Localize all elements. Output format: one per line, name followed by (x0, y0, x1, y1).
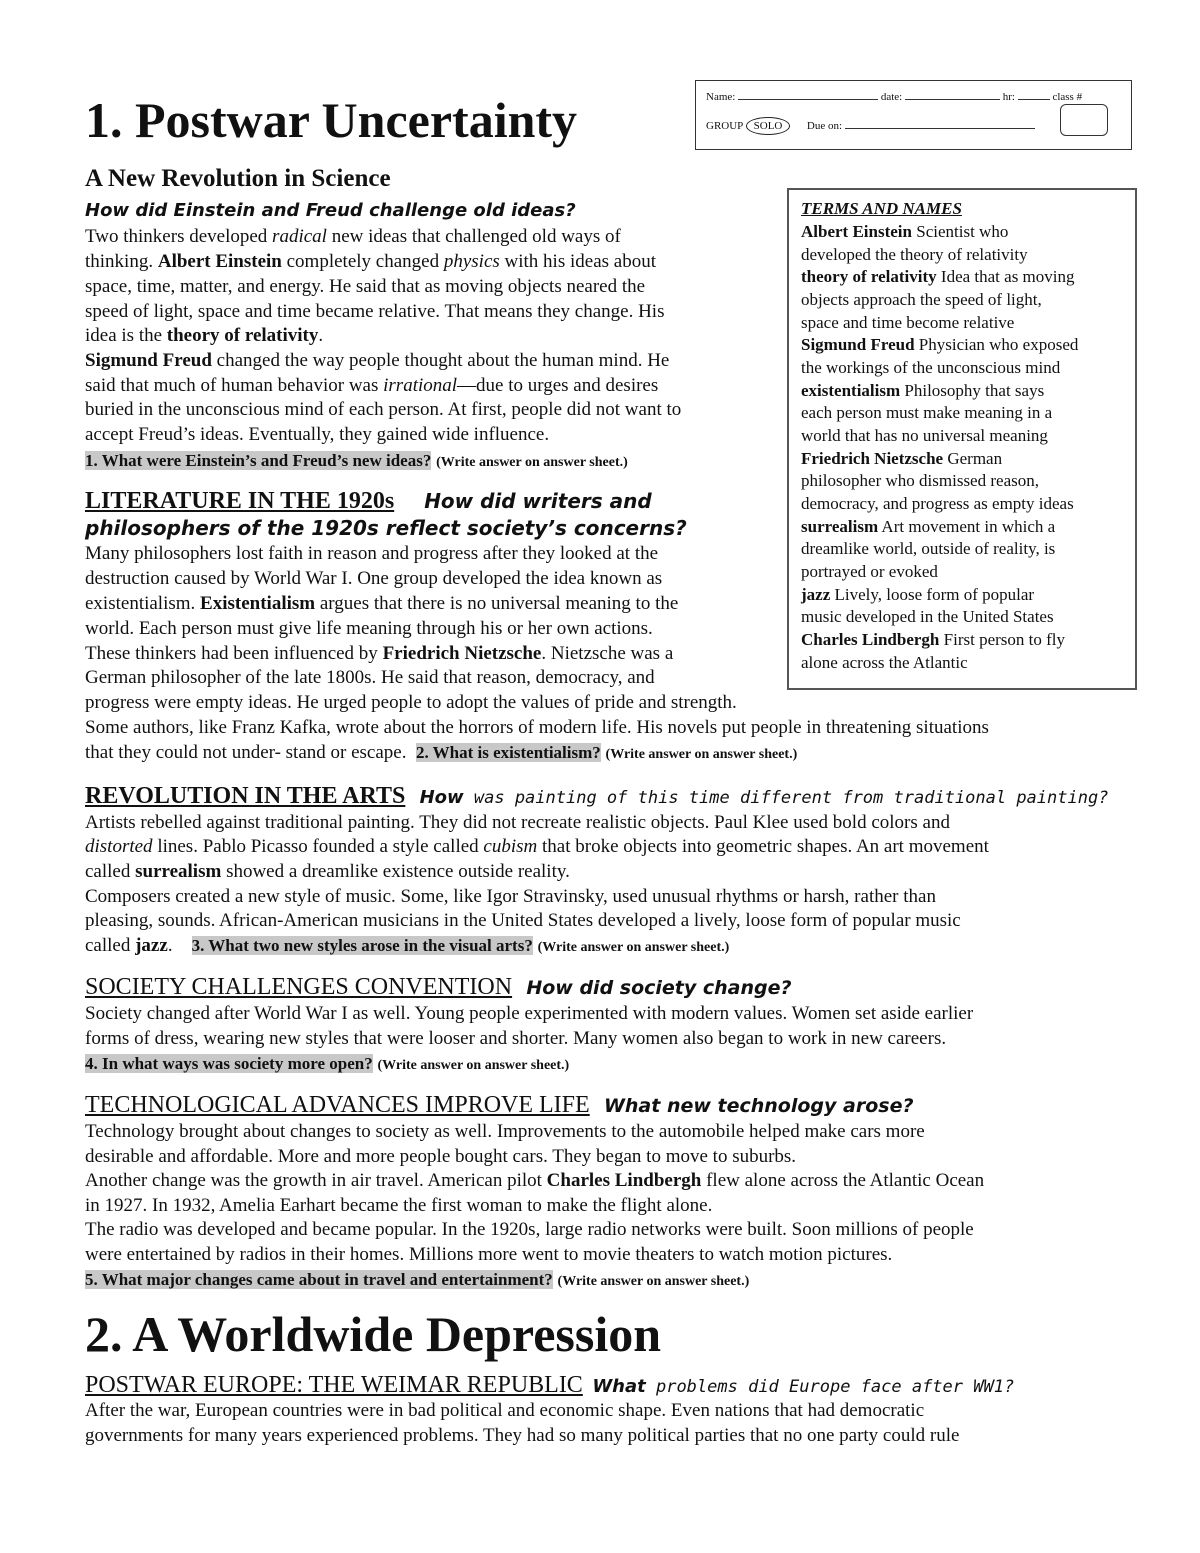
question-4: 4. In what ways was society more open? (Write answer on answer sheet.) (85, 1054, 570, 1073)
terms-and-names-box (787, 188, 1137, 690)
class-label: class # (1052, 91, 1083, 103)
arts-line: called surrealism showed a dreamlike existence outside reality. (85, 861, 570, 882)
due-field[interactable] (845, 118, 1035, 129)
class-number-box[interactable] (1060, 104, 1108, 136)
technology-line: The radio was developed and became popular. In the 1920s, large radio networks were built. Soon millions of people (85, 1219, 974, 1240)
science-line: idea is the theory of relativity. (85, 325, 324, 346)
term-entry: jazz Lively, loose form of popular (801, 585, 1035, 604)
date-field[interactable] (905, 89, 1000, 100)
weimar-line: After the war, European countries were in bad political and economic shape. Even nations that had democratic (85, 1400, 925, 1421)
hr-field[interactable] (1018, 89, 1050, 100)
science-line: accept Freud’s ideas. Eventually, they gained wide influence. (85, 424, 550, 445)
technology-line: were entertained by radios in their homes. Millions more went to movie theaters to watch motion pictures. (85, 1244, 893, 1265)
science-line: Two thinkers developed radical new ideas that challenged old ways of (85, 226, 621, 247)
date-label: date: (880, 91, 903, 103)
hr-label: hr: (1002, 91, 1015, 103)
technology-line: in 1927. In 1932, Amelia Earhart became the first woman to make the flight alone. (85, 1195, 713, 1216)
science-line: said that much of human behavior was irrational—due to urges and desires (85, 375, 659, 396)
literature-line: German philosopher of the late 1800s. He said that reason, democracy, and (85, 667, 655, 688)
technology-line: Technology brought about changes to society as well. Improvements to the automobile helped make cars more (85, 1121, 925, 1142)
term-entry: theory of relativity Idea that as moving (801, 267, 1075, 286)
term-entry: developed the theory of relativity (801, 245, 1028, 264)
technology-line: Another change was the growth in air travel. American pilot Charles Lindbergh flew alone across the Atlantic Ocean (85, 1170, 985, 1191)
technology-header: TECHNOLOGICAL ADVANCES IMPROVE LIFE What new technology arose? (85, 1092, 914, 1118)
literature-line: Many philosophers lost faith in reason and progress after they looked at the (85, 543, 659, 564)
literature-line: existentialism. Existentialism argues that there is no universal meaning to the (85, 593, 679, 614)
weimar-line: governments for many years experienced problems. They had so many political parties that no one party could rule (85, 1425, 960, 1446)
literature-line: world. Each person must give life meaning through his or her own actions. (85, 618, 653, 639)
term-entry: each person must make meaning in a (801, 403, 1053, 422)
term-entry: alone across the Atlantic (801, 653, 968, 672)
terms-heading: TERMS AND NAMES (801, 199, 962, 218)
term-entry: Friedrich Nietzsche German (801, 449, 1003, 468)
society-line: Society changed after World War I as well. Young people experimented with modern values. Women set aside earlier (85, 1003, 974, 1024)
due-label: Due on: (806, 120, 843, 132)
question-1: 1. What were Einstein’s and Freud’s new ideas? (Write answer on answer sheet.) (85, 451, 628, 470)
literature-line: Some authors, like Franz Kafka, wrote about the horrors of modern life. His novels put people in threatening situations (85, 717, 989, 738)
name-label: Name: (706, 91, 736, 103)
arts-line: pleasing, sounds. African-American musicians in the United States developed a lively, loose form of popular music (85, 910, 961, 931)
term-entry: philosopher who dismissed reason, (801, 471, 1039, 490)
term-entry: existentialism Philosophy that says (801, 381, 1045, 400)
page-title: 1. Postwar Uncertainty (85, 92, 578, 148)
term-entry: democracy, and progress as empty ideas (801, 494, 1074, 513)
science-heading: A New Revolution in Science (85, 165, 391, 192)
term-entry: dreamlike world, outside of reality, is (801, 539, 1056, 558)
term-entry: space and time become relative (801, 313, 1015, 332)
society-header: SOCIETY CHALLENGES CONVENTION How did society change? (85, 974, 792, 1000)
question-5: 5. What major changes came about in travel and entertainment? (Write answer on answer sheet.) (85, 1270, 750, 1289)
group-label: GROUP (706, 120, 743, 132)
literature-header: LITERATURE IN THE 1920s How did writers and (85, 488, 652, 514)
section-title-2: 2. A Worldwide Depression (85, 1306, 662, 1362)
arts-line: Artists rebelled against traditional painting. They did not recreate realistic objects. Paul Klee used bold colors and (85, 812, 950, 833)
science-line: thinking. Albert Einstein completely changed physics with his ideas about (85, 251, 656, 272)
arts-line: Composers created a new style of music. Some, like Igor Stravinsky, used unusual rhythms or harsh, rather than (85, 886, 936, 907)
science-line: space, time, matter, and energy. He said that as moving objects neared the (85, 276, 646, 297)
question-3: 3. What two new styles arose in the visual arts? (191, 936, 533, 955)
science-line: speed of light, space and time became relative. That means they change. His (85, 301, 665, 322)
term-entry: objects approach the speed of light, (801, 290, 1042, 309)
solo-option[interactable]: SOLO (746, 117, 791, 135)
science-line: Sigmund Freud changed the way people thought about the human mind. He (85, 350, 670, 371)
literature-line: These thinkers had been influenced by Friedrich Nietzsche. Nietzsche was a (85, 643, 674, 664)
weimar-header: POSTWAR EUROPE: THE WEIMAR REPUBLIC What problems did Europe face after WW1? (85, 1372, 1015, 1398)
science-question: How did Einstein and Freud challenge old ideas? (85, 200, 576, 221)
term-entry: Charles Lindbergh First person to fly (801, 630, 1065, 649)
arts-line: distorted lines. Pablo Picasso founded a style called cubism that broke objects into geometric shapes. An art movement (85, 836, 989, 857)
term-entry: the workings of the unconscious mind (801, 358, 1061, 377)
literature-question: philosophers of the 1920s reflect society’s concerns? (85, 516, 687, 540)
literature-line: progress were empty ideas. He urged people to adopt the values of pride and strength. (85, 692, 737, 713)
arts-line: called jazz. 3. What two new styles arose in the visual arts? (Write answer on answer sheet.) (85, 935, 730, 956)
term-entry: music developed in the United States (801, 607, 1054, 626)
question-2: 2. What is existentialism? (415, 743, 601, 762)
term-entry: surrealism Art movement in which a (801, 517, 1056, 536)
term-entry: Albert Einstein Scientist who (801, 222, 1009, 241)
name-field[interactable] (738, 89, 878, 100)
technology-line: desirable and affordable. More and more people bought cars. They began to move to suburbs. (85, 1146, 797, 1167)
term-entry: portrayed or evoked (801, 562, 938, 581)
literature-line: destruction caused by World War I. One group developed the idea known as (85, 568, 663, 589)
term-entry: world that has no universal meaning (801, 426, 1048, 445)
arts-header: REVOLUTION IN THE ARTS How was painting of this time different from traditional painting? (85, 783, 1109, 809)
society-line: forms of dress, wearing new styles that were looser and shorter. Many women also began to work in new careers. (85, 1028, 947, 1049)
term-entry: Sigmund Freud Physician who exposed (801, 335, 1079, 354)
literature-line: that they could not under- stand or escape. 2. What is existentialism? (Write answer on answer sheet.) (85, 742, 798, 763)
science-line: buried in the unconscious mind of each person. At first, people did not want to (85, 399, 682, 420)
